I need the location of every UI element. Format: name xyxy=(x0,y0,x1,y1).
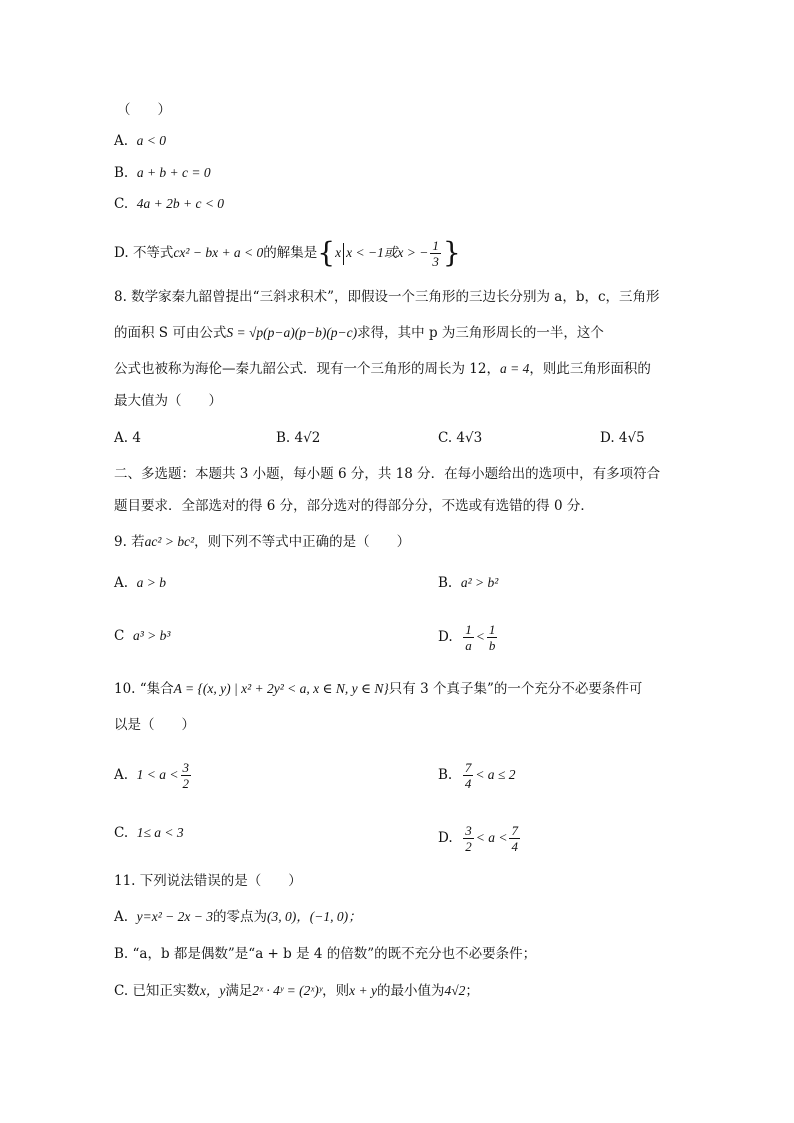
set-definition: A = {(x, y) | x² + 2y² < a, x ∈ N, y ∈ N} xyxy=(173,681,389,696)
q8-line3: 公式也被称为海伦—秦九韶公式．现有一个三角形的周长为 12，a = 4，则此三角形面积的 xyxy=(114,361,651,377)
q9-option-b: B. a² > b² xyxy=(438,575,499,591)
fraction: $\frac{3}{2}$ xyxy=(465,823,472,854)
option-text: 的解集是 xyxy=(263,245,318,261)
fraction: $\frac{3}{2}$ xyxy=(182,760,189,791)
q8-line1: 8. 数学家秦九韶曾提出“三斜求积术”，即假设一个三角形的三边长分别为 a，b，c，三角形 xyxy=(114,289,660,305)
fraction: $\frac{1}{3}$ xyxy=(432,238,439,269)
q7-option-c xyxy=(114,194,224,214)
q10-option-b: B. $\frac{7}{4}$ < a ≤ 2 xyxy=(438,760,516,791)
option-label: D. xyxy=(114,245,129,261)
q11-stem: 11. 下列说法错误的是（ ） xyxy=(114,873,302,889)
fraction: $\frac{7}{4}$ xyxy=(511,823,518,854)
q8-line4: 最大值为（ ） xyxy=(114,393,222,409)
q11-option-c: C. 已知正实数x，y满足2ˣ · 4ʸ = (2ˣ)ʸ，则x + y的最小值为4√2； xyxy=(114,983,479,999)
fraction: $\frac{1}{a}$ xyxy=(465,622,472,653)
option-label: B. xyxy=(114,165,129,181)
q10-option-a: A. 1 < a < $\frac{3}{2}$ xyxy=(114,760,189,791)
q8-line2: 的面积 S 可由公式S = √p(p−a)(p−b)(p−c)求得，其中 p 为三角形周长的一半，这个 xyxy=(114,325,604,341)
q7-option-a xyxy=(114,131,166,151)
fraction: $\frac{1}{b}$ xyxy=(488,622,496,653)
q10-stem: 10. “集合A = {(x, y) | x² + 2y² < a, x ∈ N, y ∈ N}只有 3 个真子集”的一个充分不必要条件可 xyxy=(114,681,643,697)
q7-option-b xyxy=(114,163,211,183)
q11-option-a: A. y=x² − 2x − 3的零点为(3, 0)，(−1, 0)； xyxy=(114,909,362,925)
q8-option-b: B. 4√2 xyxy=(276,430,321,446)
fraction: $\frac{7}{4}$ xyxy=(464,760,472,791)
q8-option-a: A. 4 xyxy=(114,430,141,446)
option-expr: 4a + 2b + c < 0 xyxy=(136,196,225,211)
q10-line2: 以是（ ） xyxy=(114,717,195,733)
q10-option-d: D. $\frac{3}{2}$ < a < $\frac{7}{4}$ xyxy=(438,823,518,854)
q9-option-a: A. a > b xyxy=(114,575,167,591)
option-label: A. xyxy=(114,133,129,149)
option-text: 不等式 xyxy=(132,245,174,261)
option-expr: a < 0 xyxy=(136,133,167,148)
q11-option-b: B. “a，b 都是偶数”是“a + b 是 4 的倍数”的既不充分也不必要条件； xyxy=(114,946,537,962)
q7-paren: （ ） xyxy=(117,102,171,118)
q9-option-d: D. $\frac{1}{a}$ < $\frac{1}{b}$ xyxy=(438,622,496,653)
q10-option-c: C. 1≤ a < 3 xyxy=(114,825,184,841)
solution-set: x < −1或x > − xyxy=(346,245,429,260)
section-heading: 二、多选题：本题共 3 小题，每小题 6 分，共 18 分．在每小题给出的选项中，有多项符合 xyxy=(114,466,661,482)
q7-option-d: D. 不等式cx² − bx + a < 0的解集是{x x < −1或x > − $\frac{1}{3}$ } xyxy=(114,236,461,269)
q8-option-d: D. 4√5 xyxy=(600,430,645,446)
q9-option-c: C a³ > b³ xyxy=(114,628,171,644)
option-expr: a + b + c = 0 xyxy=(136,165,211,180)
section-instructions: 题目要求．全部选对的得 6 分，部分选对的得部分分，不选或有选错的得 0 分． xyxy=(114,498,594,514)
option-label: C. xyxy=(114,196,129,212)
q9-stem: 9. 若ac² > bc²，则下列不等式中正确的是（ ） xyxy=(114,534,411,550)
option-expr: cx² − bx + a < 0 xyxy=(173,245,264,260)
q8-option-c: C. 4√3 xyxy=(438,430,483,446)
heron-formula: S = √p(p−a)(p−b)(p−c) xyxy=(226,325,358,340)
